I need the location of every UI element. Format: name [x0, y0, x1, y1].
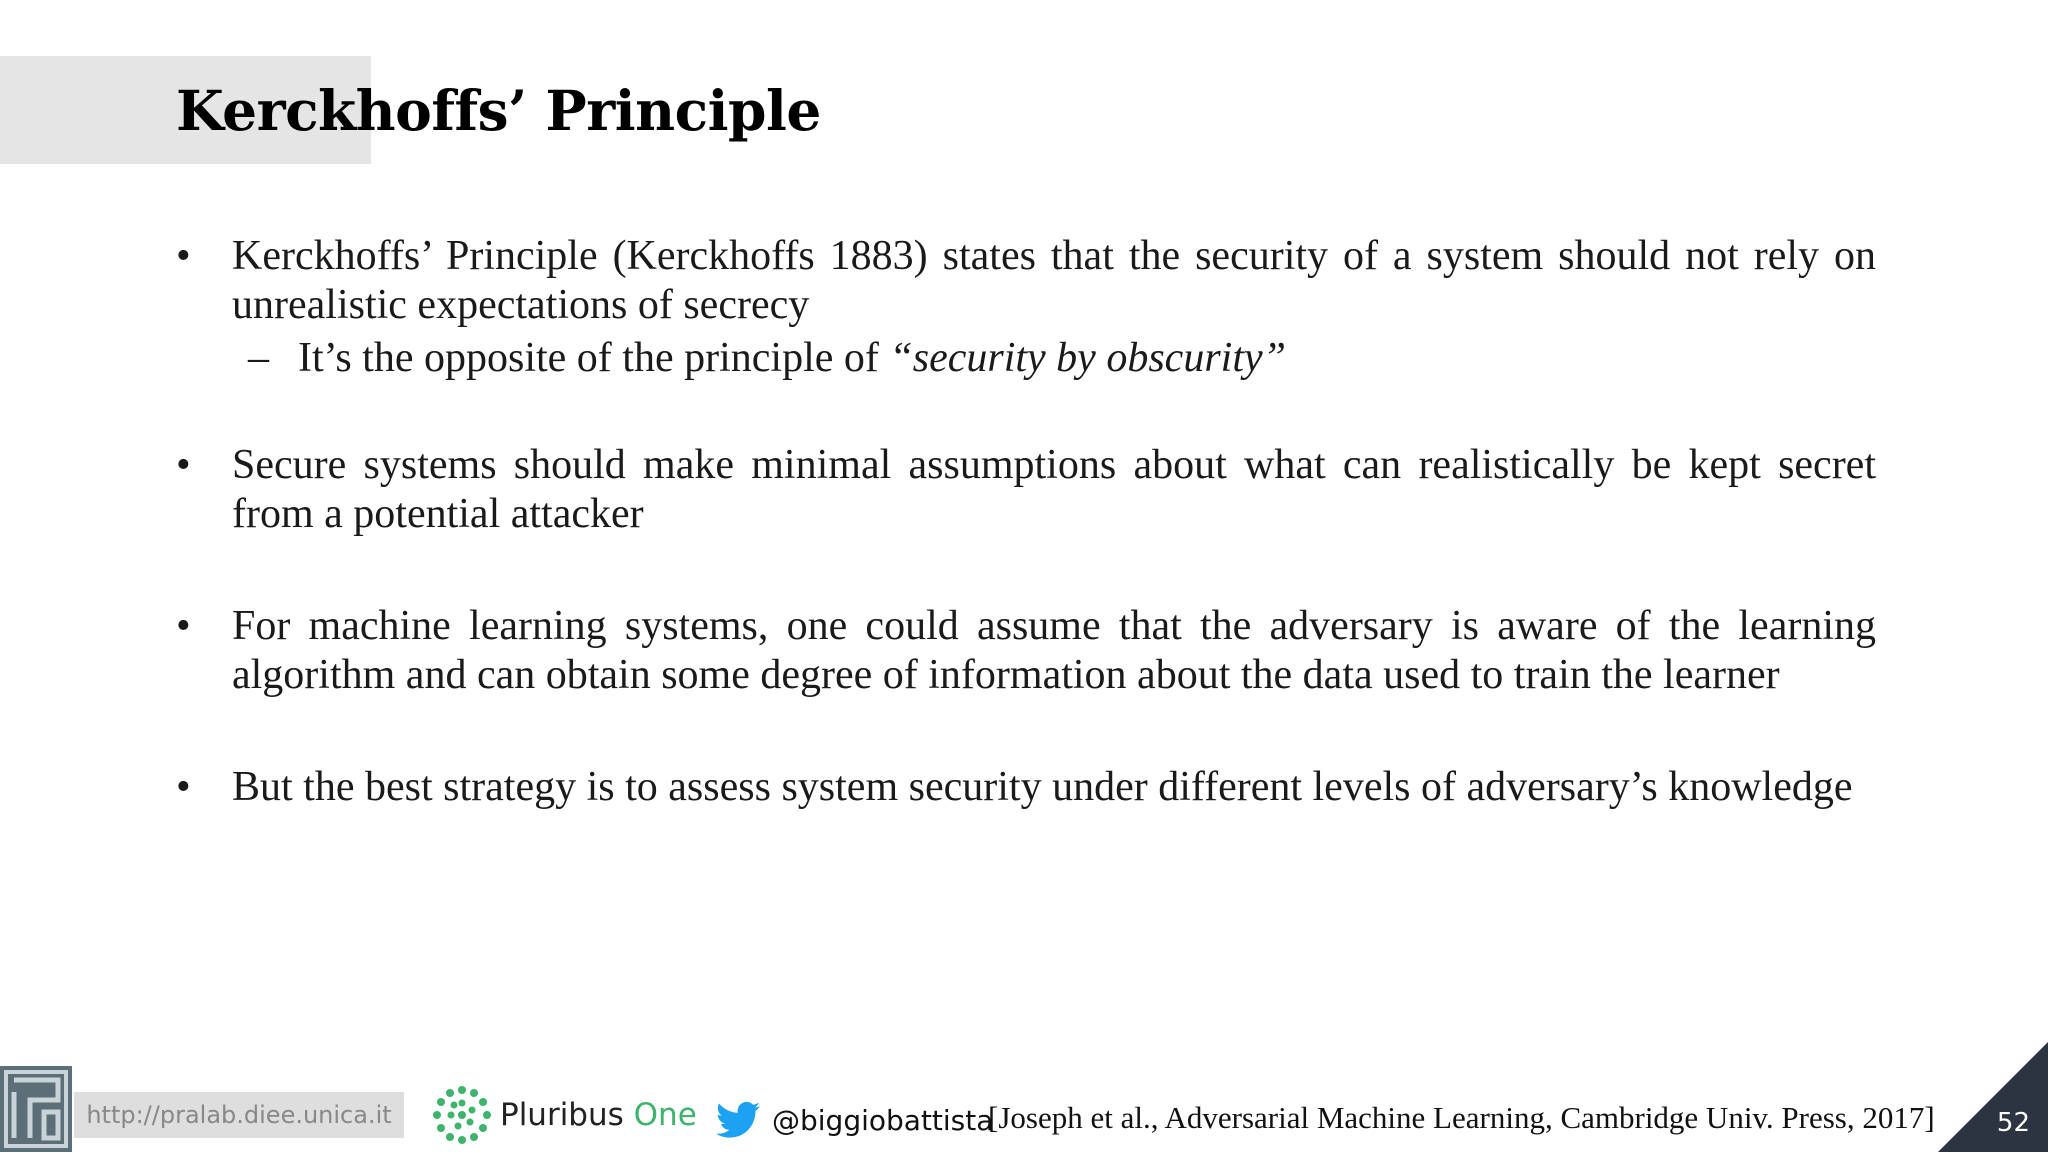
bullet-text: Secure systems should make minimal assumptions about what can realistically be kept secret from a potential attacker — [232, 442, 1876, 537]
pluribus-one-logo — [432, 1080, 697, 1150]
bullet-text: But the best strategy is to assess system security under different levels of adversary’s knowledge — [232, 764, 1853, 810]
page-number: 52 — [1996, 1108, 2030, 1138]
slide-title: Kerckhoffs’ Principle — [176, 78, 821, 143]
bullet-item — [176, 232, 1876, 330]
sub-bullet-italic-text: “security by obscurity” — [889, 335, 1286, 381]
bullet-marker: • — [176, 233, 191, 279]
citation-reference: [Joseph et al., Adversarial Machine Learning, Cambridge Univ. Press, 2017] — [988, 1100, 1935, 1135]
bullet-marker: • — [176, 442, 191, 488]
sub-bullet-marker: – — [248, 335, 269, 381]
bullet-marker: • — [176, 603, 191, 649]
bullet-marker: • — [176, 764, 191, 810]
pluribus-wordmark — [500, 1097, 697, 1133]
page-corner-triangle — [1938, 1042, 2048, 1152]
bullet-item — [176, 441, 1876, 539]
url-link[interactable]: http://pralab.diee.unica.it — [74, 1092, 404, 1138]
bullet-item — [176, 602, 1876, 700]
pluribus-logo-icon — [432, 1085, 492, 1145]
bullet-text: For machine learning systems, one could assume that the adversary is aware of the learning algorithm and can obtain some degree of information about the data used to train the learner — [232, 603, 1876, 698]
twitter-bird-icon — [716, 1101, 760, 1139]
slide-content — [176, 232, 1876, 812]
bullet-item — [176, 763, 1876, 812]
pralab-logo-icon — [0, 1066, 72, 1152]
bullet-text: Kerckhoffs’ Principle (Kerckhoffs 1883) states that the security of a system should not rely on unrealistic expectations of secrecy — [232, 233, 1876, 328]
twitter-handle-group[interactable] — [716, 1098, 993, 1142]
pluribus-word: Pluribus — [500, 1097, 634, 1133]
sub-bullet-item — [176, 334, 1876, 383]
one-word: One — [633, 1097, 697, 1133]
sub-bullet-text: It’s the opposite of the principle of — [298, 335, 890, 381]
twitter-handle-text: @biggiobattista — [772, 1103, 994, 1137]
